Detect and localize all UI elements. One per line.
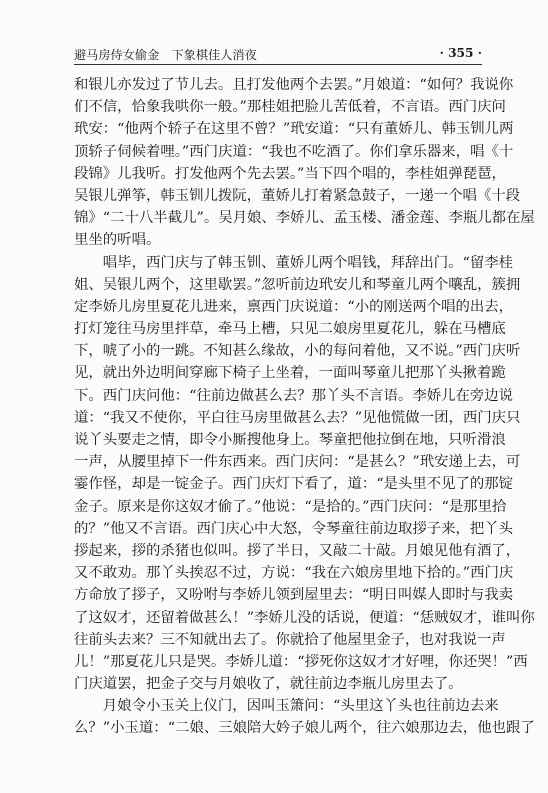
text-line: 往前头去来？三不知就出去了。你就拾了他屋里金子，也对我说一声 [74, 631, 506, 648]
text-line: 锦》“二十八半截儿”。吴月娘、李娇儿、孟玉楼、潘金莲、李瓶儿都在屋 [74, 210, 535, 227]
text-line: 顶轿子伺候着哩。”西门庆道：“我也不吃酒了。你们拿乐器来，唱《十 [74, 143, 514, 160]
header-rule [74, 64, 482, 65]
text-line: 一声，从腰里掉下一件东西来。西门庆问：“是甚么？”玳安递上去，可 [74, 454, 521, 471]
text-line: 门庆道罢，把金子交与月娘收了，就往前边李瓶儿房里去了。 [74, 676, 463, 693]
text-line: 儿！”那夏花儿只是哭。李娇儿道：“拶死你这奴才才好哩，你还哭！”西 [74, 653, 528, 670]
text-line: 吴银儿弹筝，韩玉钏儿拨阮，董娇儿打着紧急鼓子，一递一个唱《十段 [74, 187, 521, 204]
text-line: 们不信，恰象我哄你一般。”那桂姐把脸儿苦低着，不言语。西门庆问 [74, 99, 506, 116]
text-line: 说丫头要走之情，即令小厮搜他身上。琴童把他拉倒在地，只听滑浪 [74, 432, 506, 448]
text-line: 金子。原来是你这奴才偷了。”他说：“是拾的。”西门庆问：“是那里拾 [74, 498, 507, 515]
text-line: 定李娇儿房里夏花儿进来，禀西门庆说道：“小的刚送两个唱的出去， [74, 298, 514, 315]
text-line: 下。西门庆问他：“往前边做甚么去？那丫头不言语。李娇儿在旁边说 [74, 387, 514, 404]
text-line: 段锦》儿我听。打发他两个先去罢。”当下四个唱的，李桂姐弹琵琶， [74, 165, 506, 182]
text-line: 的？”他又不言语。西门庆心中大怒，令琴童往前边取拶子来，把丫头 [74, 520, 514, 537]
running-title: 避马房侍女偷金 下象棋佳人消夜 [74, 48, 257, 62]
body-text [74, 74, 535, 740]
text-line: 拶起来，拶的杀猪也似叫。拶了半日，又敲二十敲。月娘见他有酒了， [74, 542, 521, 559]
text-line: 方命放了拶子，又吩咐与李娇儿领到屋里去：“明日叫媒人即时与我卖 [74, 587, 514, 604]
text-line: 唱毕，西门庆与了韩玉钏、董娇儿两个唱钱，拜辞出门。“留李桂 [74, 254, 514, 271]
text-line: 道：“我又不使你，平白往马房里做甚么去？”见他慌做一团，西门庆只 [74, 409, 521, 426]
text-line: 里坐的听唱。 [74, 232, 161, 249]
text-line: 姐、吴银儿两个，这里歇罢。”忽听前边玳安儿和琴童儿两个嚷乱，簇拥 [74, 276, 521, 293]
running-header [74, 46, 482, 62]
text-line: 下，唬了小的一跳。不知甚么缘故，小的每问着他，又不说。”西门庆听 [74, 343, 521, 360]
text-line: 见，就出外边明间穿廊下椅子上坐着，一面叫琴童儿把那丫头揪着跪 [74, 365, 506, 382]
text-line: 打灯笼往马房里拌草，牵马上槽，只见二娘房里夏花儿，躲在马槽底 [74, 321, 506, 338]
text-line: 么？”小玉道：“二娘、三娘陪大妗子娘儿两个，往六娘那边去，他也跟了 [74, 720, 535, 737]
text-line: 玳安：“他两个轿子在这里不曾？”玳安道：“只有董娇儿、韩玉钏儿两 [74, 121, 514, 138]
text-line: 霎作怪，却是一锭金子。西门庆灯下看了，道：“是头里不见了的那锭 [74, 476, 514, 493]
text-line: 月娘令小玉关上仪门，因叫玉箫问：“头里这丫头也往前边去来 [74, 698, 499, 715]
text-line: 又不敢劝。那丫头挨忍不过，方说：“我在六娘房里地下拾的。”西门庆 [74, 565, 514, 582]
text-line: 和银儿亦发过了节儿去。且打发他两个去罢。”月娘道：“如何？我说你 [74, 77, 514, 93]
page-number: · 355 · [439, 46, 482, 60]
text-line: 了这奴才，还留着做甚么！”李娇儿没的话说，便道：“恁贼奴才，谁叫你 [74, 609, 535, 626]
